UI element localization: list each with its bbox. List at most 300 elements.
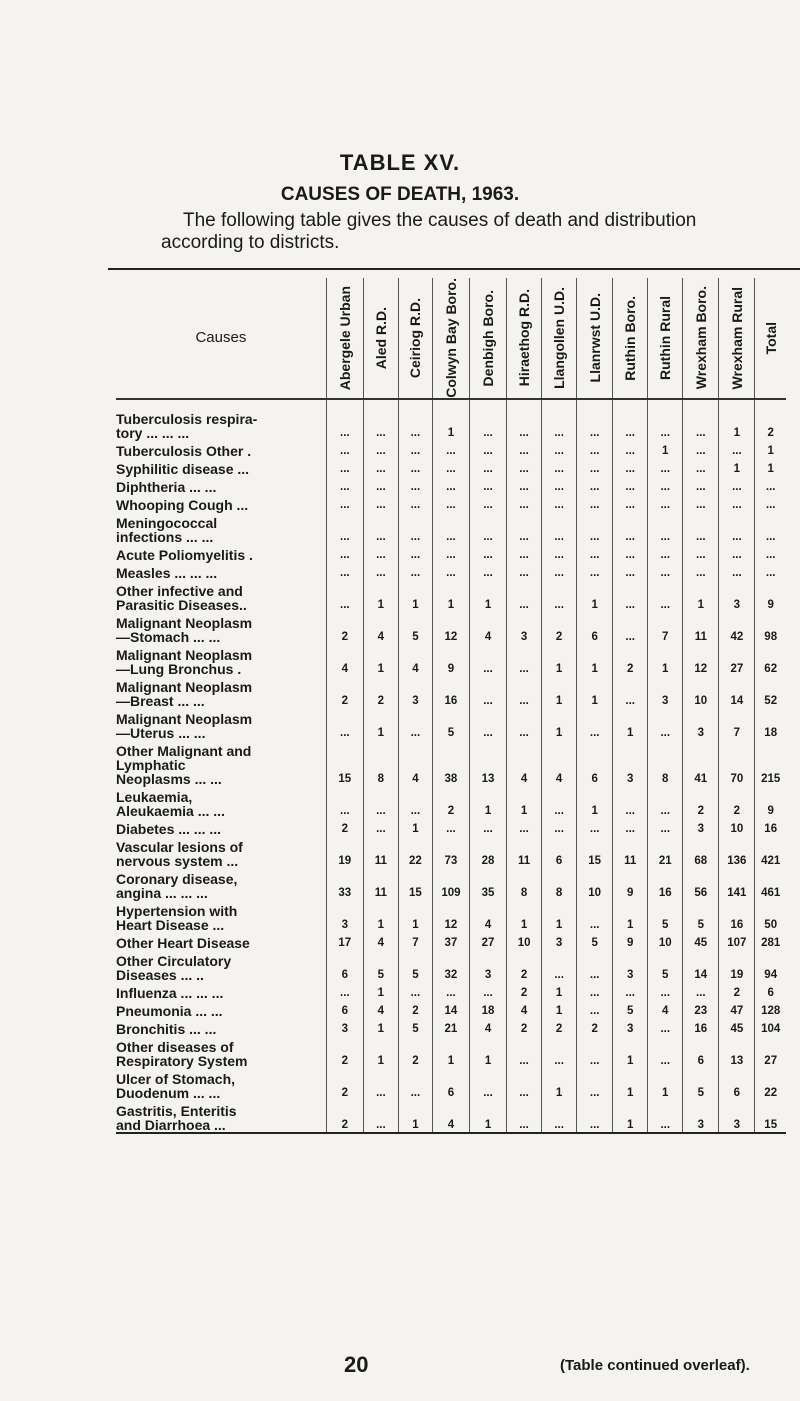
count-cell: 2: [719, 786, 755, 818]
count-cell: ...: [507, 408, 542, 440]
count-cell: 1: [398, 1100, 432, 1133]
count-cell: ...: [648, 476, 683, 494]
count-cell: 5: [683, 900, 719, 932]
cause-label: [116, 644, 326, 676]
count-cell: 2: [363, 676, 398, 708]
count-cell: ...: [507, 708, 542, 740]
count-cell: 1: [542, 708, 577, 740]
count-cell: ...: [577, 458, 613, 476]
count-cell: ...: [683, 458, 719, 476]
count-cell: 2: [326, 1100, 363, 1133]
count-cell: 6: [542, 836, 577, 868]
count-cell: ...: [363, 512, 398, 544]
count-cell: 2: [507, 950, 542, 982]
count-cell: ...: [326, 562, 363, 580]
cause-label: [116, 868, 326, 900]
count-cell: 19: [326, 836, 363, 868]
count-cell: 10: [507, 932, 542, 950]
count-cell: 3: [683, 818, 719, 836]
table-row: [116, 580, 786, 612]
cause-label: [116, 408, 326, 440]
cause-label-line: Lymphatic: [116, 756, 186, 773]
count-cell: 2: [542, 612, 577, 644]
count-cell: ...: [398, 1068, 432, 1100]
count-cell: ...: [469, 440, 506, 458]
count-cell: 2: [326, 676, 363, 708]
count-cell: ...: [326, 408, 363, 440]
cause-label-line: and Diarrhoea ...: [116, 1116, 226, 1133]
count-cell: ...: [542, 950, 577, 982]
count-cell: 14: [719, 676, 755, 708]
count-cell: 4: [363, 932, 398, 950]
count-cell: 2: [432, 786, 469, 818]
cause-label: [116, 740, 326, 786]
count-cell: 141: [719, 868, 755, 900]
table-title: TABLE XV.: [339, 150, 461, 175]
count-cell: 5: [432, 708, 469, 740]
count-cell: 13: [719, 1036, 755, 1068]
count-cell: ...: [469, 544, 506, 562]
count-cell: 56: [683, 868, 719, 900]
count-cell: 6: [577, 740, 613, 786]
table-row: [116, 786, 786, 818]
count-cell: ...: [398, 458, 432, 476]
column-header: [648, 278, 683, 399]
cause-label: [116, 1100, 326, 1133]
count-cell: 1: [469, 1100, 506, 1133]
column-header: [363, 278, 398, 399]
count-cell: 4: [398, 644, 432, 676]
count-cell: 33: [326, 868, 363, 900]
count-cell: ...: [613, 612, 648, 644]
count-cell: 5: [398, 612, 432, 644]
table-row: [116, 644, 786, 676]
count-cell: ...: [363, 408, 398, 440]
count-cell: ...: [326, 708, 363, 740]
cause-label-line: Whooping Cough ...: [116, 496, 249, 513]
count-cell: 23: [683, 1000, 719, 1018]
count-cell: 1: [363, 982, 398, 1000]
count-cell: ...: [542, 494, 577, 512]
table-heading: [0, 150, 800, 206]
count-cell: 1: [363, 1036, 398, 1068]
table-row: [116, 1100, 786, 1133]
count-cell: 4: [507, 740, 542, 786]
count-cell: 12: [683, 644, 719, 676]
count-cell: ...: [542, 1100, 577, 1133]
count-cell: 1: [363, 644, 398, 676]
count-cell: 1: [648, 1068, 683, 1100]
count-cell: ...: [577, 900, 613, 932]
column-header-label: Wrexham Rural: [728, 286, 745, 390]
count-cell: 4: [648, 1000, 683, 1018]
cause-label-line: Respiratory System: [116, 1052, 248, 1069]
count-cell: 3: [683, 1100, 719, 1133]
count-cell: 1: [542, 644, 577, 676]
count-cell: 2: [507, 1018, 542, 1036]
count-cell: 22: [398, 836, 432, 868]
cause-label: [116, 1018, 326, 1036]
column-header-label: Llangollen U.D.: [551, 286, 568, 389]
count-cell: ...: [577, 1000, 613, 1018]
cause-label-line: Other Heart Disease: [116, 934, 250, 951]
total-cell: 9: [755, 786, 786, 818]
count-cell: ...: [469, 512, 506, 544]
count-cell: 5: [683, 1068, 719, 1100]
count-cell: ...: [577, 440, 613, 458]
cause-label-line: Acute Poliomyelitis .: [116, 546, 253, 563]
total-cell: ...: [755, 476, 786, 494]
column-header: [542, 278, 577, 399]
count-cell: 5: [398, 950, 432, 982]
count-cell: ...: [542, 440, 577, 458]
count-cell: ...: [432, 458, 469, 476]
count-cell: 107: [719, 932, 755, 950]
count-cell: ...: [613, 786, 648, 818]
cause-label: [116, 440, 326, 458]
total-cell: 50: [755, 900, 786, 932]
count-cell: 2: [398, 1036, 432, 1068]
count-cell: ...: [613, 494, 648, 512]
count-cell: ...: [648, 1018, 683, 1036]
count-cell: 11: [683, 612, 719, 644]
cause-label-line: Malignant Neoplasm: [116, 614, 253, 631]
count-cell: 37: [432, 932, 469, 950]
count-cell: 35: [469, 868, 506, 900]
count-cell: ...: [398, 476, 432, 494]
column-header: [326, 278, 363, 399]
count-cell: 2: [326, 1036, 363, 1068]
total-cell: 18: [755, 708, 786, 740]
count-cell: ...: [469, 708, 506, 740]
count-cell: ...: [432, 476, 469, 494]
count-cell: 136: [719, 836, 755, 868]
cause-label-line: nervous system ...: [116, 852, 239, 869]
cause-label-line: Other Malignant and: [116, 742, 252, 759]
count-cell: 1: [542, 982, 577, 1000]
count-cell: ...: [613, 512, 648, 544]
total-cell: 2: [755, 408, 786, 440]
column-header: [613, 278, 648, 399]
count-cell: 21: [648, 836, 683, 868]
cause-label: [116, 836, 326, 868]
cause-label: [116, 1036, 326, 1068]
table-row: [116, 982, 786, 1000]
cause-label-line: Leukaemia,: [116, 788, 193, 805]
count-cell: 12: [432, 612, 469, 644]
count-cell: ...: [507, 818, 542, 836]
cause-label: [116, 950, 326, 982]
cause-label: [116, 786, 326, 818]
count-cell: 6: [719, 1068, 755, 1100]
count-cell: ...: [613, 544, 648, 562]
count-cell: ...: [469, 494, 506, 512]
count-cell: 47: [719, 1000, 755, 1018]
count-cell: ...: [363, 476, 398, 494]
count-cell: 7: [398, 932, 432, 950]
cause-label-line: Vascular lesions of: [116, 838, 243, 855]
count-cell: 68: [683, 836, 719, 868]
count-cell: 3: [326, 900, 363, 932]
cause-label-line: angina ... ... ...: [116, 884, 208, 901]
count-cell: 7: [719, 708, 755, 740]
table-row: [116, 950, 786, 982]
count-cell: ...: [577, 512, 613, 544]
count-cell: ...: [432, 818, 469, 836]
page-number: 20: [344, 1352, 369, 1377]
cause-label: [116, 458, 326, 476]
cause-label-line: Pneumonia ... ...: [116, 1002, 223, 1019]
count-cell: ...: [507, 562, 542, 580]
count-cell: 3: [683, 708, 719, 740]
count-cell: 27: [719, 644, 755, 676]
count-cell: 42: [719, 612, 755, 644]
cause-label-line: Other diseases of: [116, 1038, 234, 1055]
continued-note: (Table continued overleaf).: [560, 1357, 750, 1374]
table-row: [116, 458, 786, 476]
count-cell: ...: [363, 818, 398, 836]
count-cell: 41: [683, 740, 719, 786]
count-cell: ...: [613, 818, 648, 836]
count-cell: ...: [398, 408, 432, 440]
table-row: [116, 836, 786, 868]
cause-label-line: Gastritis, Enteritis: [116, 1102, 237, 1119]
cause-label-line: Tuberculosis Other .: [116, 442, 252, 459]
count-cell: ...: [648, 408, 683, 440]
cause-label-line: Bronchitis ... ...: [116, 1020, 217, 1037]
count-cell: 38: [432, 740, 469, 786]
column-header: [577, 278, 613, 399]
cause-label-line: Parasitic Diseases..: [116, 596, 247, 613]
count-cell: ...: [542, 1036, 577, 1068]
total-cell: 421: [755, 836, 786, 868]
count-cell: ...: [577, 1036, 613, 1068]
total-cell: 15: [755, 1100, 786, 1133]
intro-line-2: according to districts.: [161, 232, 340, 253]
count-cell: 2: [542, 1018, 577, 1036]
count-cell: 5: [577, 932, 613, 950]
count-cell: 8: [363, 740, 398, 786]
count-cell: ...: [613, 562, 648, 580]
cause-label: [116, 580, 326, 612]
count-cell: ...: [507, 1036, 542, 1068]
count-cell: 1: [432, 408, 469, 440]
count-cell: ...: [542, 458, 577, 476]
count-cell: 4: [507, 1000, 542, 1018]
column-header-label: Abergele Urban: [336, 285, 353, 391]
count-cell: 1: [432, 580, 469, 612]
count-cell: 1: [613, 708, 648, 740]
count-cell: 45: [683, 932, 719, 950]
table-row: [116, 676, 786, 708]
count-cell: 1: [398, 580, 432, 612]
cause-label-line: Coronary disease,: [116, 870, 238, 887]
count-cell: ...: [507, 476, 542, 494]
cause-label-line: Malignant Neoplasm: [116, 678, 253, 695]
count-cell: 1: [683, 580, 719, 612]
count-cell: ...: [363, 786, 398, 818]
table-row: [116, 612, 786, 644]
table-row: [116, 1036, 786, 1068]
count-cell: ...: [432, 512, 469, 544]
count-cell: 1: [507, 786, 542, 818]
count-cell: 73: [432, 836, 469, 868]
total-cell: 98: [755, 612, 786, 644]
count-cell: 1: [363, 1018, 398, 1036]
count-cell: 6: [577, 612, 613, 644]
count-cell: ...: [577, 1100, 613, 1133]
count-cell: ...: [542, 544, 577, 562]
count-cell: 1: [648, 644, 683, 676]
cause-label-line: Ulcer of Stomach,: [116, 1070, 236, 1087]
count-cell: ...: [469, 982, 506, 1000]
column-header: [719, 278, 755, 399]
cause-label-line: Other infective and: [116, 582, 243, 599]
count-cell: 70: [719, 740, 755, 786]
count-cell: ...: [507, 676, 542, 708]
count-cell: 1: [432, 1036, 469, 1068]
count-cell: 1: [542, 900, 577, 932]
count-cell: 5: [613, 1000, 648, 1018]
table-row: [116, 1018, 786, 1036]
count-cell: ...: [542, 408, 577, 440]
cause-label-line: —Lung Bronchus .: [116, 660, 242, 677]
count-cell: 6: [432, 1068, 469, 1100]
cause-label-line: infections ... ...: [116, 528, 214, 545]
count-cell: ...: [326, 458, 363, 476]
count-cell: 11: [507, 836, 542, 868]
count-cell: 2: [326, 1068, 363, 1100]
count-cell: ...: [398, 562, 432, 580]
column-header-label: Llanrwst U.D.: [586, 293, 603, 383]
count-cell: 109: [432, 868, 469, 900]
cause-label: [116, 494, 326, 512]
count-cell: ...: [719, 476, 755, 494]
count-cell: ...: [363, 562, 398, 580]
count-cell: 4: [469, 612, 506, 644]
cause-label: [116, 708, 326, 740]
count-cell: ...: [542, 512, 577, 544]
count-cell: 2: [683, 786, 719, 818]
count-cell: 1: [719, 408, 755, 440]
total-cell: 52: [755, 676, 786, 708]
count-cell: 13: [469, 740, 506, 786]
cause-label-line: tory ... ... ...: [116, 424, 190, 441]
total-cell: 62: [755, 644, 786, 676]
column-header-label: Ceiriog R.D.: [407, 297, 424, 378]
count-cell: ...: [326, 544, 363, 562]
intro-line-1: The following table gives the causes of death and distribution: [183, 210, 697, 231]
table-row: [116, 544, 786, 562]
count-cell: ...: [613, 408, 648, 440]
count-cell: ...: [326, 982, 363, 1000]
count-cell: 12: [432, 900, 469, 932]
count-cell: ...: [542, 476, 577, 494]
count-cell: 17: [326, 932, 363, 950]
count-cell: ...: [683, 408, 719, 440]
count-cell: ...: [683, 562, 719, 580]
count-cell: 1: [398, 818, 432, 836]
count-cell: ...: [326, 512, 363, 544]
count-cell: ...: [683, 440, 719, 458]
count-cell: 2: [577, 1018, 613, 1036]
count-cell: ...: [542, 786, 577, 818]
count-cell: 8: [507, 868, 542, 900]
total-cell: 6: [755, 982, 786, 1000]
cause-label-line: Heart Disease ...: [116, 916, 225, 933]
count-cell: ...: [613, 982, 648, 1000]
count-cell: ...: [363, 1068, 398, 1100]
table-row: [116, 1000, 786, 1018]
total-cell: 281: [755, 932, 786, 950]
count-cell: 1: [613, 1036, 648, 1068]
count-cell: 3: [507, 612, 542, 644]
total-cell: 461: [755, 868, 786, 900]
count-cell: 1: [363, 580, 398, 612]
count-cell: ...: [363, 1100, 398, 1133]
count-cell: 18: [469, 1000, 506, 1018]
count-cell: ...: [398, 982, 432, 1000]
count-cell: 15: [398, 868, 432, 900]
count-cell: ...: [507, 512, 542, 544]
count-cell: 4: [432, 1100, 469, 1133]
count-cell: 7: [648, 612, 683, 644]
count-cell: ...: [469, 476, 506, 494]
cause-label-line: —Uterus ... ...: [116, 724, 206, 741]
count-cell: ...: [507, 1068, 542, 1100]
count-cell: 3: [719, 1100, 755, 1133]
count-cell: ...: [577, 818, 613, 836]
count-cell: ...: [613, 458, 648, 476]
count-cell: ...: [648, 1036, 683, 1068]
count-cell: 16: [683, 1018, 719, 1036]
count-cell: 4: [363, 1000, 398, 1018]
count-cell: ...: [507, 494, 542, 512]
count-cell: ...: [363, 440, 398, 458]
count-cell: ...: [469, 1068, 506, 1100]
count-cell: ...: [719, 512, 755, 544]
count-cell: ...: [507, 544, 542, 562]
intro-paragraph: [161, 210, 783, 254]
count-cell: ...: [507, 440, 542, 458]
header-row: [116, 278, 786, 399]
count-cell: 1: [613, 900, 648, 932]
count-cell: 3: [719, 580, 755, 612]
cause-label-line: Diseases ... ..: [116, 966, 204, 983]
count-cell: 2: [613, 644, 648, 676]
cause-label: [116, 900, 326, 932]
column-header: [683, 278, 719, 399]
count-cell: ...: [326, 476, 363, 494]
column-header-label: Aled R.D.: [372, 306, 389, 370]
count-cell: ...: [577, 982, 613, 1000]
count-cell: ...: [577, 408, 613, 440]
cause-label-line: Meningococcal: [116, 514, 218, 531]
total-cell: 1: [755, 440, 786, 458]
count-cell: 1: [613, 1100, 648, 1133]
table-row: [116, 440, 786, 458]
count-cell: ...: [432, 562, 469, 580]
count-cell: ...: [469, 458, 506, 476]
count-cell: 2: [507, 982, 542, 1000]
table-row: [116, 740, 786, 786]
count-cell: 15: [577, 836, 613, 868]
count-cell: ...: [398, 494, 432, 512]
total-cell: 9: [755, 580, 786, 612]
count-cell: 9: [613, 868, 648, 900]
count-cell: 5: [398, 1018, 432, 1036]
count-cell: ...: [613, 580, 648, 612]
